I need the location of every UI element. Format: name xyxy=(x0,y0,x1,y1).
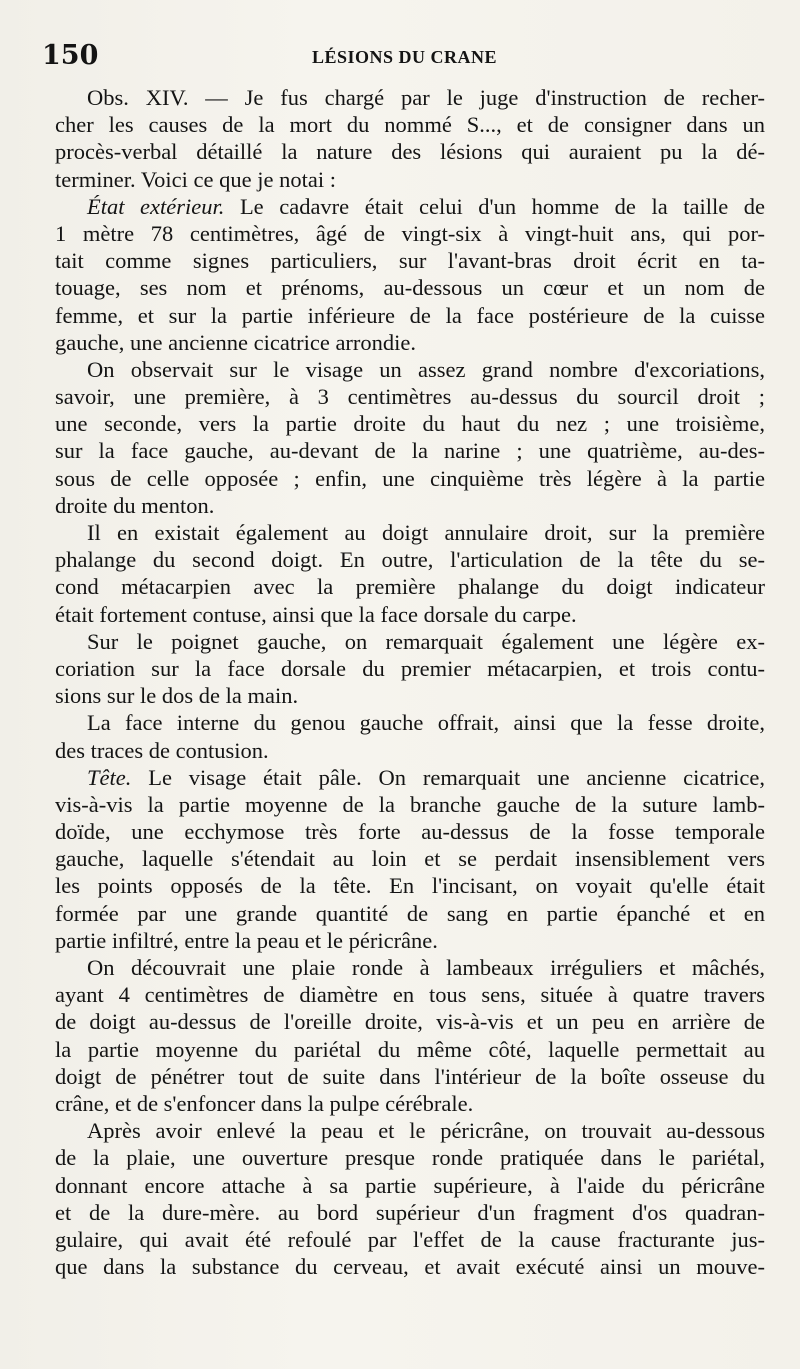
text-line: 1 mètre 78 centimètres, âgé de vingt-six à vingt-huit ans, qui por- xyxy=(55,220,765,246)
text-line: que dans la substance du cerveau, et avait exécuté ainsi un mouve- xyxy=(55,1254,765,1280)
text-line: de la plaie, une ouverture presque ronde pratiquée dans le pariétal, xyxy=(55,1145,765,1171)
text-line: droite du menton. xyxy=(55,492,215,518)
text-line: la partie moyenne du pariétal du même côté, laquelle permettait au xyxy=(55,1036,765,1062)
text-line: était fortement contuse, ainsi que la face dorsale du carpe. xyxy=(55,601,577,627)
text-line: On observait sur le visage un assez grand nombre d'excoriations, xyxy=(87,356,765,382)
text-line: cond métacarpien avec la première phalange du doigt indicateur xyxy=(55,574,765,600)
text-line: partie infiltré, entre la peau et le péricrâne. xyxy=(55,927,438,953)
text-line: donnant encore attache à sa partie supérieure, à l'aide du péricrâne xyxy=(55,1172,765,1198)
text-line: sions sur le dos de la main. xyxy=(55,683,299,709)
text-line: et de la dure-mère. au bord supérieur d'un fragment d'os quadran- xyxy=(55,1199,765,1225)
text-line: tait comme signes particuliers, sur l'avant-bras droit écrit en ta- xyxy=(55,248,765,274)
text-line: Il en existait également au doigt annulaire droit, sur la première xyxy=(87,520,765,545)
text-line: doïde, une ecchymose très forte au-dessus de la fosse temporale xyxy=(55,819,765,845)
text-line xyxy=(55,193,765,220)
text-line: gauche, laquelle s'étendait au loin et se perdait insensiblement vers xyxy=(55,846,765,872)
body-text xyxy=(55,84,765,1280)
text-line: femme, et sur la partie inférieure de la face postérieure de la cuisse xyxy=(55,302,765,328)
text-line: crâne, et de s'enfoncer dans la pulpe cérébrale. xyxy=(55,1090,474,1116)
line-text: Le cadavre était celui d'un homme de la taille de xyxy=(224,193,765,219)
text-line: formée par une grande quantité de sang en partie épanché et en xyxy=(55,900,765,926)
text-line: La face interne du genou gauche offrait, ainsi que la fesse droite, xyxy=(87,710,765,736)
text-line: doigt de pénétrer tout de suite dans l'intérieur de la boîte osseuse du xyxy=(55,1063,765,1089)
text-line: terminer. Voici ce que je notai : xyxy=(55,166,336,192)
text-line: sur la face gauche, au-devant de la narine ; une quatrième, au-des- xyxy=(55,438,765,464)
text-line: Obs. XIV. — Je fus chargé par le juge d'instruction de recher- xyxy=(87,85,765,110)
text-line: phalange du second doigt. En outre, l'articulation de la tête du se- xyxy=(55,547,765,573)
section-lead: Tête. xyxy=(87,764,132,790)
text-line: gauche, une ancienne cicatrice arrondie. xyxy=(55,329,417,355)
text-line: Après avoir enlevé la peau et le péricrâne, on trouvait au-dessous xyxy=(87,1118,765,1144)
section-lead: État extérieur. xyxy=(87,193,225,219)
running-head: LÉSIONS DU CRANE xyxy=(312,47,498,67)
text-line: cher les causes de la mort du nommé S..., et de consigner dans un xyxy=(55,112,765,138)
text-line: ayant 4 centimètres de diamètre en tous sens, située à quatre travers xyxy=(55,982,765,1008)
text-line: gulaire, qui avait été refoulé par l'effet de la cause fracturante jus- xyxy=(55,1226,765,1252)
text-line: procès-verbal détaillé la nature des lésions qui auraient pu la dé- xyxy=(55,139,765,165)
text-line: vis-à-vis la partie moyenne de la branche gauche de la suture lamb- xyxy=(55,791,765,817)
text-line: coriation sur la face dorsale du premier métacarpien, et trois contu- xyxy=(55,655,765,681)
text-line: sous de celle opposée ; enfin, une cinquième très légère à la partie xyxy=(55,465,765,491)
text-line: On découvrait une plaie ronde à lambeaux irréguliers et mâchés, xyxy=(87,955,765,980)
line-text: Le visage était pâle. On remarquait une ancienne cicatrice, xyxy=(131,764,765,790)
page-header xyxy=(40,40,760,74)
text-line: de doigt au-dessus de l'oreille droite, vis-à-vis et un peu en arrière de xyxy=(55,1009,765,1035)
text-line: touage, ses nom et prénoms, au-dessous un cœur et un nom de xyxy=(55,275,765,301)
text-line: les points opposés de la tête. En l'incisant, on voyait qu'elle était xyxy=(55,873,765,899)
text-line xyxy=(55,764,765,791)
text-line: Sur le poignet gauche, on remarquait également une légère ex- xyxy=(87,628,765,654)
text-line: des traces de contusion. xyxy=(55,737,269,763)
page-number: 150 xyxy=(42,40,99,71)
text-line: savoir, une première, à 3 centimètres au-dessus du sourcil droit ; xyxy=(55,384,765,410)
text-line: une seconde, vers la partie droite du haut du nez ; une troisième, xyxy=(55,411,765,437)
